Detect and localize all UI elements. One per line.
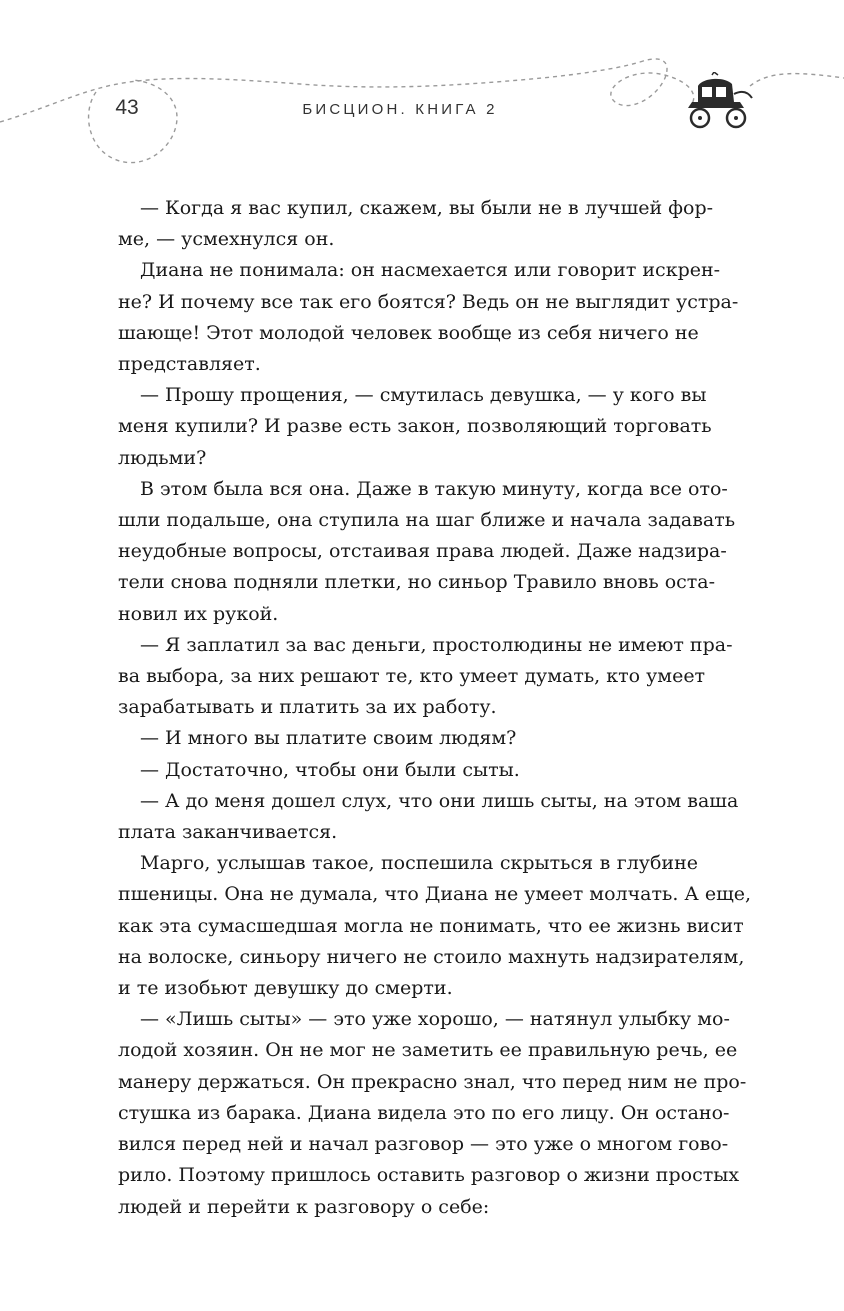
text-line: — Прошу прощения, — смутилась девушка, — у кого вы [140,384,707,407]
running-title: БИСЦИОН. КНИГА 2 [302,101,498,118]
text-line: людей и перейти к разговору о себе: [118,1195,490,1218]
text-line: В этом была вся она. Даже в такую минуту, когда все ото- [140,477,728,500]
text-line: рило. Поэтому пришлось оставить разговор о жизни простых [118,1164,740,1187]
text-line: ме, — усмехнулся он. [118,228,335,251]
body-text [118,193,752,1223]
paragraph [118,193,714,255]
paragraph [118,1004,747,1222]
paragraph [118,723,698,754]
text-line: шающе! Этот молодой человек вообще из себя ничего не [118,321,699,344]
text-line: вился перед ней и начал разговор — это уже о многом гово- [118,1133,729,1156]
text-line: тели снова подняли плетки, но синьор Травило вновь оста- [118,571,716,594]
paragraph [118,255,739,380]
paragraph [118,848,752,1004]
text-line: — А до меня дошел слух, что они лишь сыты, на этом ваша [140,789,739,812]
text-line: неудобные вопросы, отстаивая права людей. Даже надзира- [118,540,727,563]
text-line: плата заканчивается. [118,821,338,844]
text-line: манеру держаться. Он прекрасно знал, что перед ним не про- [118,1070,747,1093]
text-line: шли подальше, она ступила на шаг ближе и начала задавать [118,509,736,532]
text-line: новил их рукой. [118,602,279,625]
paragraph [118,755,698,786]
paragraph [118,786,739,848]
text-line: как эта сумасшедшая могла не понимать, что ее жизнь висит [118,914,744,937]
text-line: не? И почему все так его боятся? Ведь он не выглядит устра- [118,290,739,313]
text-line: людьми? [118,446,207,469]
text-line: зарабатывать и платить за их работу. [118,696,497,719]
text-line: представляет. [118,353,261,376]
text-line: ва выбора, за них решают те, кто умеет думать, кто умеет [118,665,706,688]
text-line: пшеницы. Она не думала, что Диана не умеет молчать. А еще, [118,883,752,906]
text-line: лодой хозяин. Он не мог не заметить ее правильную речь, ее [118,1039,738,1062]
text-line: стушка из барака. Диана видела это по его лицу. Он остано- [118,1101,730,1124]
text-line: — «Лишь сыты» — это уже хорошо, — натянул улыбку мо- [140,1008,730,1031]
text-line: на волоске, синьору ничего не стоило махнуть надзирателям, [118,945,745,968]
paragraph [118,474,736,630]
paragraph [118,380,712,474]
paragraph [118,630,733,724]
text-line: Марго, услышав такое, поспешила скрыться в глубине [140,852,698,875]
text-line: меня купили? И разве есть закон, позволяющий торговать [118,415,712,438]
text-line: — Я заплатил за вас деньги, простолюдины не имеют пра- [140,633,733,656]
text-line: — И много вы платите своим людям? [140,727,517,750]
text-line: Диана не понимала: он насмехается или говорит искрен- [140,259,721,282]
text-line: и те изобьют девушку до смерти. [118,977,453,1000]
text-line: — Когда я вас купил, скажем, вы были не в лучшей фор- [140,197,714,219]
carriage-icon [684,72,756,130]
page-number: 43 [115,96,139,119]
text-line: — Достаточно, чтобы они были сыты. [140,758,520,781]
